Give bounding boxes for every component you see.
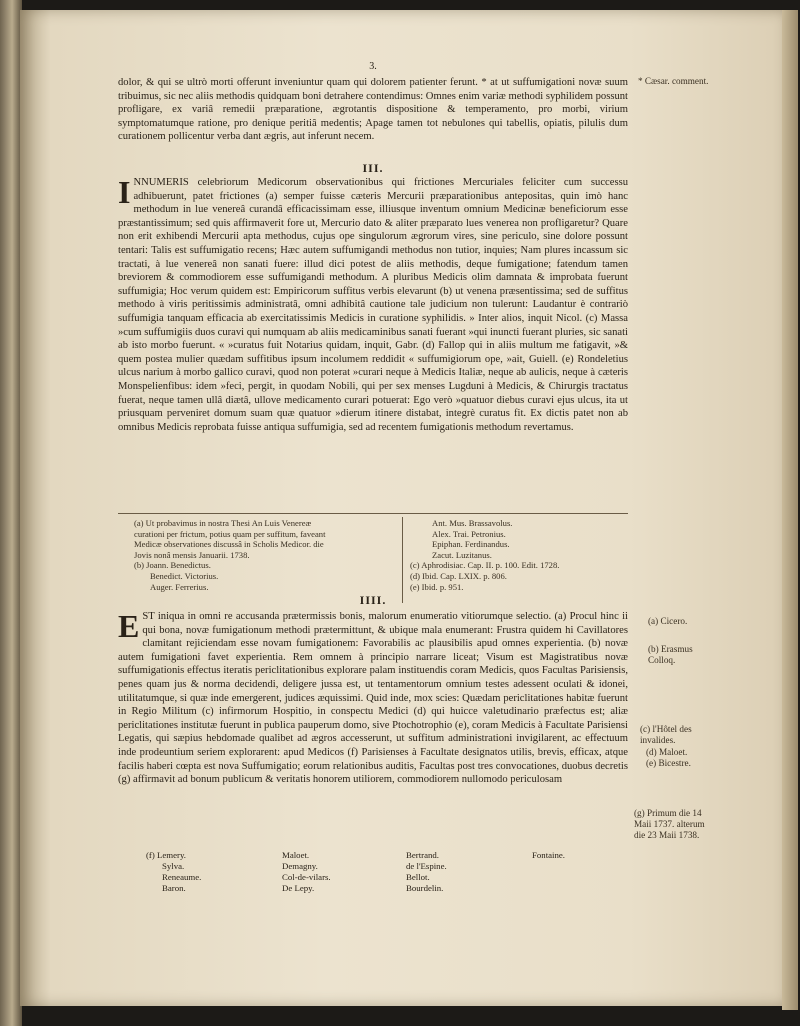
margin-note-erasmus: (b) Erasmus Colloq. (648, 644, 693, 665)
name-entry: Col-de-vilars. (282, 872, 331, 882)
footnote-line: (d) Ibid. Cap. LXIX. p. 806. (410, 570, 507, 581)
name-entry: Bellot. (406, 872, 430, 882)
footnote-line: Medicæ observationes discussâ in Scholis Medicor. die (134, 539, 324, 550)
names-column-3 (406, 850, 447, 894)
footnote-line: (b) Joann. Benedictus. (134, 560, 211, 571)
section-heading-4: IIII. (359, 593, 387, 607)
margin-note-cicero: (a) Cicero. (648, 616, 688, 626)
name-entry: Fontaine. (532, 850, 565, 860)
page-edge (782, 10, 798, 1010)
footnote-divider (402, 517, 403, 603)
footnote-line: (e) Ibid. p. 951. (410, 581, 464, 592)
margin-note-bicetre: (e) Bicestre. (646, 758, 691, 768)
names-column-1 (146, 850, 201, 894)
paragraph-3: ST iniqua in omni re accusanda prætermissis bonis, malorum enumeratio vitiorumque selectio. (a) Procul hinc ii qui bona, novæ fumigationum methodi prætermittunt, & ubique mala enumerant: Frustra quidem hi Cavillatores clamitant rejiciendam esse novam fumigationem: Favorabilis ac plausibilis apud omnes experientia. (b) novæ autem fumigationi favet experientia. Rem omnem à principio narrare liceat; Visum est Magistratibus novæ suffumigationis effectus iteratis periclitationibus explorare palam instituendis coram Medicis, quos Facultas Parisiensis, penes quam jus & norma decidendi, deligere jussa est, ut tentamentorum omnium testes adessent oculati & idonei, utilitatumque, si quæ inde emergerent, judices æquissimi. Quid inde, mox scies: Quædam periclitationes habitæ fuerunt in Regio Militum (c) infirmorum Hospitio, in conspectu Medici (d) qui huicce valetudinario præfectus est; aliæ periclitationes institutæ fuerunt in publica pauperum domo, sive Ptochotrophio (e), coram Medicis à Facultate Parisiensi Legatis, qui sæpius hebdomade qualibet ad ægros accesserunt, ut suffitum administrationi invigilarent, ac effectuum inde prodeuntium seriem explorarent: apud Medicos (f) Parisienses à Facultate designatos utilis, brevis, efficax, atque facilis haberi cœpta est nova Suffumigatio; eorum relationibus auditis, Facultas post tres convocationes, duobus decretis (g) affirmavit ad bonum publicum & veritatis honorem utiliorem, commodiorem nullomodo periculosam (118, 611, 628, 786)
footnote-line: Zacut. Luzitanus. (432, 549, 492, 560)
name-entry: Baron. (162, 883, 186, 893)
section-4 (118, 610, 628, 787)
name-entry: Reneaume. (162, 872, 202, 882)
name-entry: Bertrand. (406, 850, 439, 860)
dropcap-I: I (118, 174, 131, 210)
name-entry: (f) Lemery. (146, 850, 186, 860)
footnote-line: Ant. Mus. Brassavolus. (432, 518, 513, 528)
footnotes-left (134, 518, 325, 592)
section-heading-3: III. (362, 161, 384, 175)
name-entry: Sylva. (162, 861, 185, 871)
footnote-line: curationi per frictum, potius quam per suffitum, faveant (134, 528, 326, 539)
name-entry: Demagny. (282, 861, 318, 871)
facing-page-edge (0, 0, 22, 1026)
footnote-rule (118, 513, 628, 514)
footnote-line: Jovis nonâ mensis Januarii. 1738. (134, 549, 250, 560)
footnotes-right (410, 518, 559, 592)
margin-note-hotel: (c) l'Hôtel des invalides. (640, 724, 692, 745)
margin-note-primum: (g) Primum die 14 Maii 1737. alterum die 23 Maii 1738. (634, 808, 705, 840)
footnote-line: Benedict. Victorius. (150, 570, 219, 581)
names-column-4 (532, 850, 565, 861)
paragraph-2: NNUMERIS celebriorum Medicorum observationibus qui frictiones Mercuriales feliciter cum successu adhibuerunt, patet frictiones (a) semper fuisse cæteris Mercurii præparationibus antepositas, quin imò hanc methodum in lue venereâ curandâ efficacissimam esse, illiusque inventum omnium Medicinæ beneficiorum esse præstantissimum; sed quis affirmaverit fore ut, Mercurio dato & aliter præparato lues venerea non profligaretur? Quare non erit exhibendi Mercurii apta methodus, cujus ope singulorum ægrorum vires, sine periculo, sine dolore possunt tentari: Talis est suffumigatio recens; Hæc autem suffumigandi methodus non tutior, inquies; Nam plures incassum sic tractati, à lue venereâ non sanati fuere: illud dici potest de aliis methodis, deque fumigatione; fatendum tamen breviorem & commodiorem esse suffumigandi methodum. A pluribus Medicis olim damnata & improbata fuerunt suffumigia; Hoc verum quidem est: Empiricorum suffitus verbis elevarunt (b) ut venena præsentissima; sed de suffitus methodo à viris peritissimis administratâ, omni adhibitâ cautione tale judicium non tulerunt: Laudantur è contrariò suffumigia tanquam efficacia ab exercitatissimis Medicis in curatione syphilidis. » Inter alios, inquit Nicol. (c) Massa »cum suffumigiis duos curavi qui numquam ab aliis medicaminibus sanati fuerant »qui inuncti fuerant pluries, sic sanati ab isto morbo fuerunt. « »curatus fuit Notarius quidam, inquit, Gabr. (d) Fallop qui in aliis multum me fatigavit, »& quem postea mulier quædam suffitibus ipsum incolumem reddidit « suffumigiorum ope, »ait, Guiell. (e) Rondeletius ulcus narium à morbo gallico curavi, quod non poterat »curari neque à Medicis Italiæ, neque ab aulicis, neque à cæteris Monspelienfibus: idem »feci, pergit, in quodam Nobili, qui per sex menses Lugduni à Medicis, & Chirurgis tractatus fuerat, neque tamen ullâ diætâ, ullove medicamento curari potuerat: Ego verò »quatuor diebus curavi ejus ulcus, ita ut priusquam perveniret domum suam quæ quatuor »dierum itinere distabat, integrè curatus fit. Ex dictis patet non ab omnibus Medicis reprobata fuisse antiqua suffumigia, sed ad recentem fumigationis methodum revertamus. (118, 177, 628, 433)
page-number: 3. (369, 61, 377, 72)
section-3 (118, 176, 628, 434)
footnote-line: (c) Aphrodisiac. Cap. II. p. 100. Edit. 1728. (410, 560, 560, 571)
footnote-line: Epiphan. Ferdinandus. (432, 539, 510, 550)
name-entry: Maloet. (282, 850, 310, 860)
name-entry: Bourdelin. (406, 883, 444, 893)
paragraph-1: dolor, & qui se ultrò morti offerunt inveniuntur quam qui dolorem patienter ferunt. * at ut suffumigationi novæ suum tribuimus, sic nec aliis methodis quidquam boni detrahere contendimus: Omnes enim variæ methodi syphilidem possunt profligare, ex variâ remedii præparatione, ægrotantis dispositione & temperamento, pro morbi, virium symptomatumque ratione, pro denique peritiâ medentis; Apage tamen tot nebulones qui tabellis, opiatis, pilulis dum curationem pollicentur verba dant ægris, aut inferunt necem. (118, 77, 628, 143)
footnote-line: (a) Ut probavimus in nostra Thesi An Luis Venereæ (134, 518, 312, 528)
footnote-line: Auger. Ferrerius. (150, 581, 209, 592)
book-page (20, 10, 782, 1006)
footnote-line: Alex. Trai. Petronius. (432, 528, 506, 539)
margin-note-maloet: (d) Maloet. (646, 747, 688, 757)
dropcap-E: E (118, 608, 140, 644)
names-column-2 (282, 850, 331, 894)
margin-note-caesar: * Cæsar. comment. (638, 76, 709, 86)
paragraph-continuation (118, 76, 628, 144)
name-entry: de l'Espine. (406, 861, 447, 871)
name-entry: De Lepy. (282, 883, 315, 893)
